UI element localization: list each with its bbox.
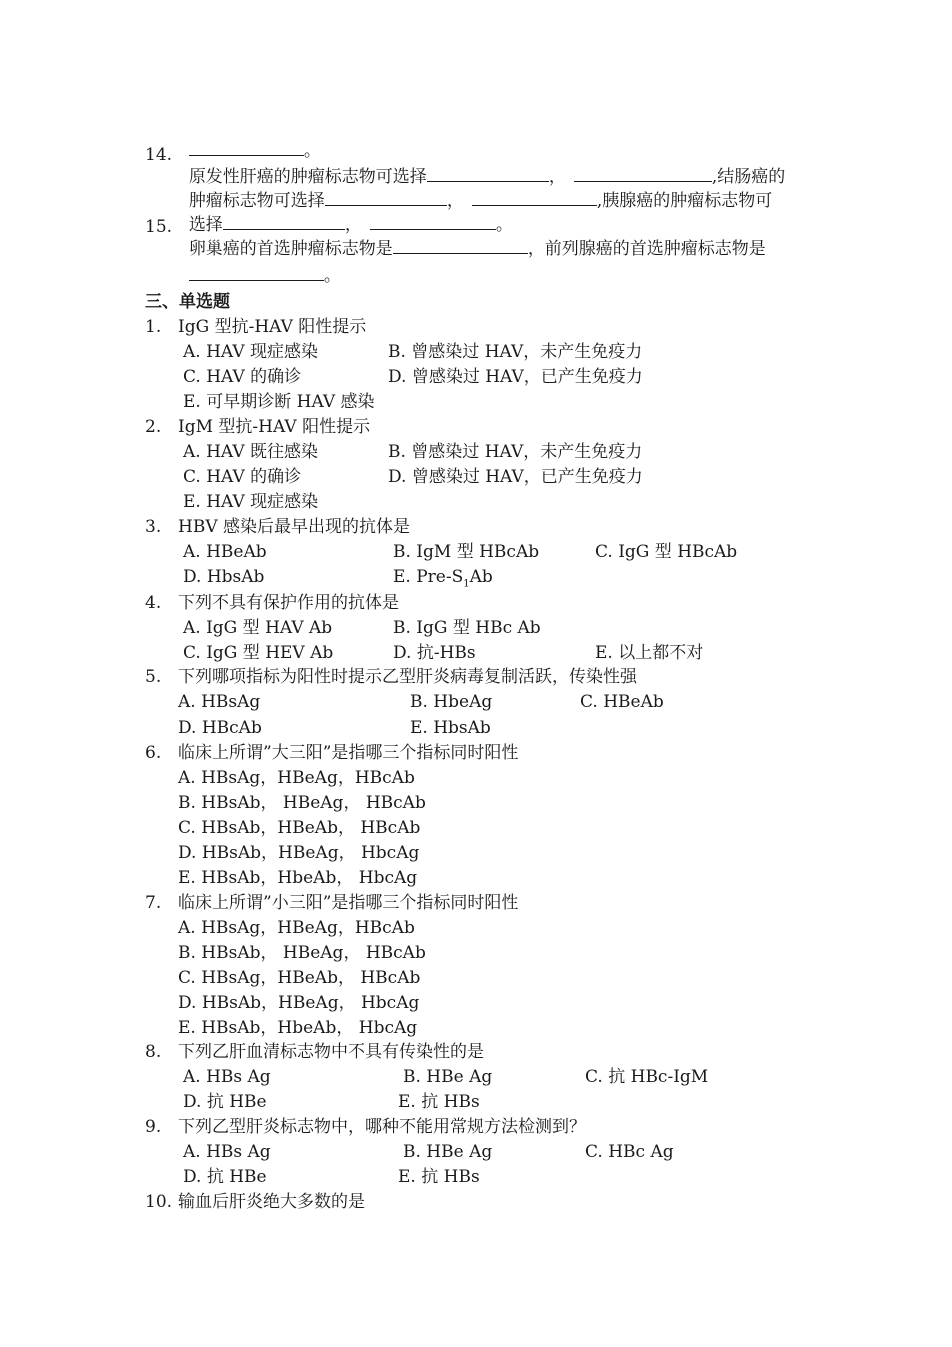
q13-answer-line: 。 (178, 118, 321, 162)
question-number: 4. (145, 593, 162, 613)
question-stem: 下列不具有保护作用的抗体是 (178, 593, 399, 613)
q14-line-3: 选择 ， 。 (188, 215, 513, 235)
option: E. HbsAb (410, 718, 491, 738)
option: C. HBsAg，HBeAb， HBcAb (178, 968, 421, 988)
option: C. IgG 型 HEV Ab (183, 643, 334, 663)
q15-line-1: 卵巢癌的首选肿瘤标志物是 ，前列腺癌的首选肿瘤标志物是 (188, 239, 766, 259)
question-number: 2. (145, 417, 162, 437)
option: B. HBe Ag (403, 1067, 493, 1087)
option: E. HBsAb，HbeAb， HbcAg (178, 1018, 418, 1038)
option: D. 抗 HBe (183, 1167, 267, 1187)
option: A. HBs Ag (183, 1142, 271, 1162)
blank[interactable] (393, 239, 528, 254)
option: C. HBc Ag (585, 1142, 674, 1162)
option: A. HBeAb (183, 542, 267, 562)
option: A. HAV 既往感染 (183, 442, 319, 462)
question-stem: IgG 型抗-HAV 阳性提示 (178, 317, 367, 337)
option: D. 曾感染过 HAV，已产生免疫力 (388, 367, 643, 387)
option: A. HBs Ag (183, 1067, 271, 1087)
question-stem: 输血后肝炎绝大多数的是 (178, 1192, 365, 1212)
option: B. IgG 型 HBc Ab (393, 618, 541, 638)
question-number: 5. (145, 667, 162, 687)
section-title: 三、单选题 (145, 292, 230, 312)
question-number: 8. (145, 1042, 162, 1062)
option: D. 抗 HBe (183, 1092, 267, 1112)
option: A. HAV 现症感染 (183, 342, 319, 362)
option: D. HBsAb，HBeAg， HbcAg (178, 843, 420, 863)
q15-line-2: 。 (178, 243, 341, 287)
option: E. 抗 HBs (398, 1092, 480, 1112)
option: B. HbeAg (410, 692, 493, 712)
option: D. 抗-HBs (393, 643, 476, 663)
question-number: 1. (145, 317, 162, 337)
question-number: 6. (145, 743, 162, 763)
option: A. IgG 型 HAV Ab (183, 618, 333, 638)
question-stem: 临床上所谓”大三阳”是指哪三个指标同时阳性 (178, 743, 519, 763)
q14-line-1: 原发性肝癌的肿瘤标志物可选择 ， ,结肠癌的 (188, 167, 786, 187)
question-stem: 下列哪项指标为阳性时提示乙型肝炎病毒复制活跃，传染性强 (178, 667, 637, 687)
question-stem: 下列乙肝血清标志物中不具有传染性的是 (178, 1042, 484, 1062)
question-number: 9. (145, 1117, 162, 1137)
question-number: 10. (145, 1192, 173, 1212)
q14-line-2: 肿瘤标志物可选择 ， ,胰腺癌的肿瘤标志物可 (188, 191, 773, 211)
question-number: 7. (145, 893, 162, 913)
question-stem: 下列乙型肝炎标志物中，哪种不能用常规方法检测到？ (178, 1117, 586, 1137)
option: C. HBeAb (580, 692, 664, 712)
option: B. IgM 型 HBcAb (393, 542, 540, 562)
question-number: 3. (145, 517, 162, 537)
option: E. 可早期诊断 HAV 感染 (183, 392, 375, 412)
option: B. HBsAb， HBeAg， HBcAb (178, 943, 426, 963)
option: A. HBsAg，HBeAg，HBcAb (178, 918, 415, 938)
question-stem: IgM 型抗-HAV 阳性提示 (178, 417, 371, 437)
q14-number: 14. (145, 145, 173, 165)
option: B. HBsAb， HBeAg， HBcAb (178, 793, 426, 813)
option: B. HBe Ag (403, 1142, 493, 1162)
blank[interactable] (189, 266, 324, 281)
option: D. HBcAb (178, 718, 262, 738)
option: D. HbsAb (183, 567, 265, 587)
option: D. 曾感染过 HAV，已产生免疫力 (388, 467, 643, 487)
option: C. HBsAb，HBeAb， HBcAb (178, 818, 421, 838)
option: E. 以上都不对 (595, 643, 704, 663)
option: C. HAV 的确诊 (183, 367, 302, 387)
option: E. HBsAb，HbeAb， HbcAg (178, 868, 418, 888)
option: C. IgG 型 HBcAb (595, 542, 738, 562)
option: A. HBsAg，HBeAg，HBcAb (178, 768, 415, 788)
option: C. 抗 HBc-IgM (585, 1067, 709, 1087)
option: E. 抗 HBs (398, 1167, 480, 1187)
option: B. 曾感染过 HAV，未产生免疫力 (388, 342, 643, 362)
option: D. HBsAb，HBeAg， HbcAg (178, 993, 420, 1013)
option: B. 曾感染过 HAV，未产生免疫力 (388, 442, 643, 462)
option: A. HBsAg (178, 692, 261, 712)
question-stem: HBV 感染后最早出现的抗体是 (178, 517, 410, 537)
question-stem: 临床上所谓”小三阳”是指哪三个指标同时阳性 (178, 893, 519, 913)
option: E. Pre-$S_1Ab$ (393, 567, 493, 590)
option: E. HAV 现症感染 (183, 492, 319, 512)
q15-number: 15. (145, 217, 173, 237)
option: C. HAV 的确诊 (183, 467, 302, 487)
